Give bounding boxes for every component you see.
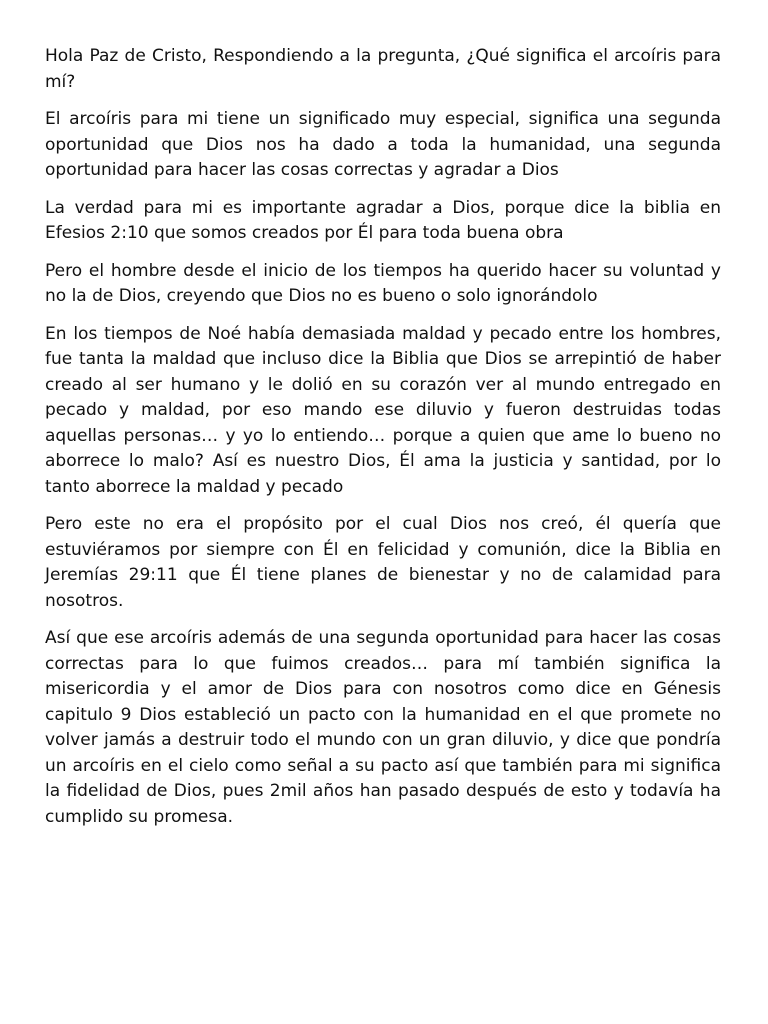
paragraph-second-chance: El arcoíris para mi tiene un significado muy especial, significa una segunda oportunidad que Dios nos ha dado a toda la humanidad, una segunda oportunidad para hacer las cosas correctas y agradar a Dios <box>45 109 721 180</box>
paragraph-please-god: La verdad para mi es importante agradar a Dios, porque dice la biblia en Efesios 2:10 que somos creados por Él para toda buena obra <box>45 197 721 243</box>
document-page <box>45 44 721 842</box>
paragraph-covenant: Así que ese arcoíris además de una segunda oportunidad para hacer las cosas correctas para lo que fuimos creados… para mí también significa la misericordia y el amor de Dios para con nosotros como dice en Génesis capitulo 9 Dios estableció un pacto con la humanidad en el que promete no volver jamás a destruir todo el mundo con un gran diluvio, y dice que pondría un arcoíris en el cielo como señal a su pacto así que también para mi significa la fidelidad de Dios, pues 2mil años han pasado después de esto y todavía ha cumplido su promesa. <box>45 628 721 827</box>
paragraph-purpose: Pero este no era el propósito por el cual Dios nos creó, él quería que estuviéramos por siempre con Él en felicidad y comunión, dice la Biblia en Jeremías 29:11 que Él tiene planes de bienestar y no de calamidad para nosotros. <box>45 514 721 611</box>
paragraph-greeting: Hola Paz de Cristo, Respondiendo a la pregunta, ¿Qué significa el arcoíris para mí? <box>45 46 721 92</box>
paragraph-human-will: Pero el hombre desde el inicio de los tiempos ha querido hacer su voluntad y no la de Dios, creyendo que Dios no es bueno o solo ignorándolo <box>45 260 721 306</box>
paragraph-noah: En los tiempos de Noé había demasiada maldad y pecado entre los hombres, fue tanta la maldad que incluso dice la Biblia que Dios se arrepintió de haber creado al ser humano y le dolió en su corazón ver al mundo entregado en pecado y maldad, por eso mando ese diluvio y fueron destruidas todas aquellas personas… y yo lo entiendo… porque a quien que ame lo bueno no aborrece lo malo? Así es nuestro Dios, Él ama la justicia y santidad, por lo tanto aborrece la maldad y pecado <box>45 323 721 497</box>
